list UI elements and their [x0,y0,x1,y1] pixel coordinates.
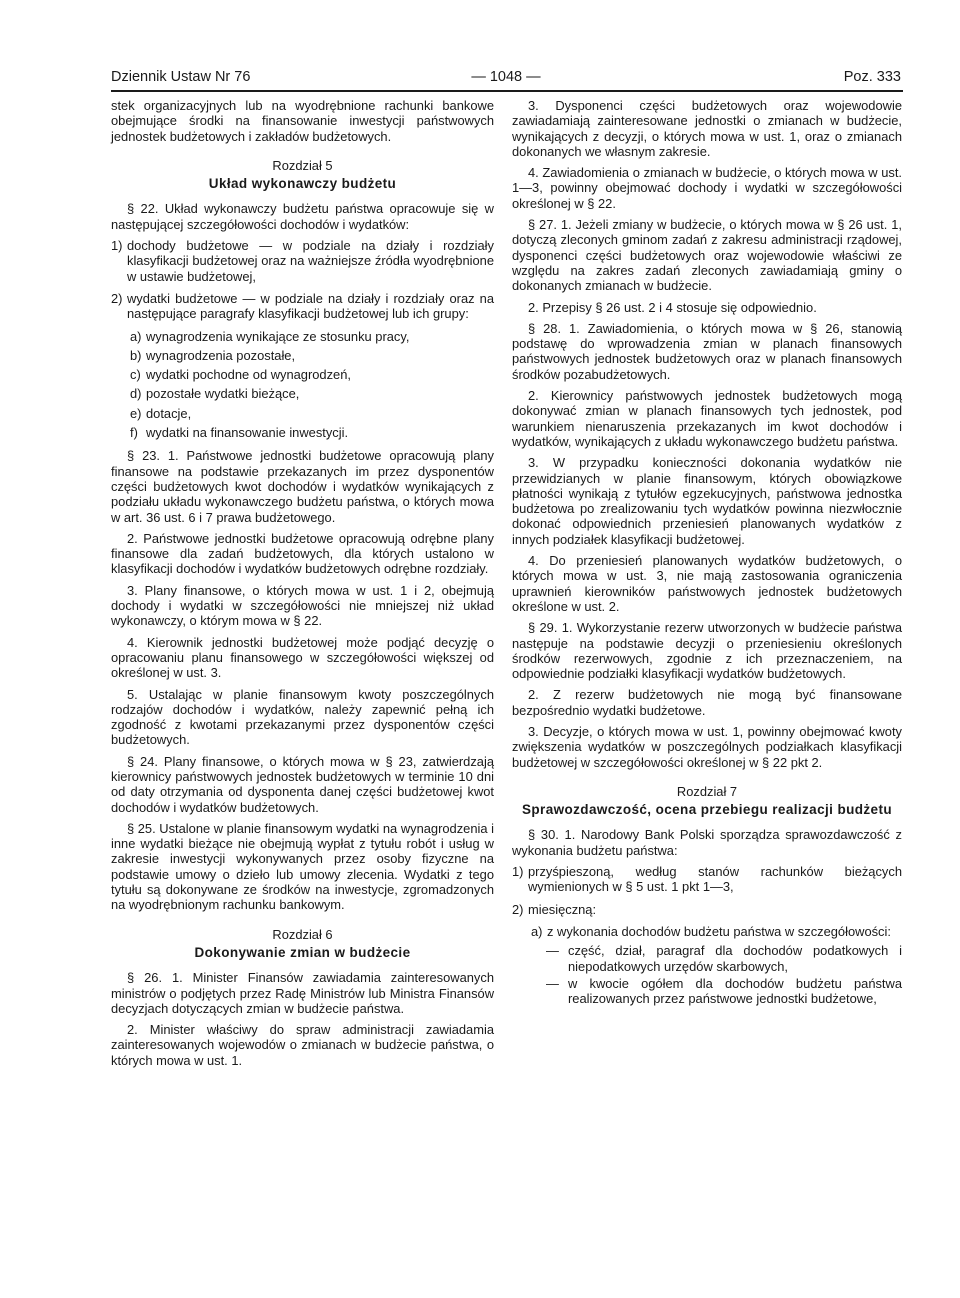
sub-item [111,425,494,440]
list-item [512,864,902,895]
section-23-5: 5. Ustalając w planie finansowym kwoty poszczególnych rodzajów dochodów i wydatków, należy zapewnić pełną ich zgodność z kwotami przekazanymi przez dysponentów części budżetowych. [111,686,494,748]
sub-label: d) [130,386,142,402]
list-item [111,291,494,322]
section-29-3: 3. Decyzje, o których mowa w ust. 1, powinny obejmować kwoty zwiększenia wydatków w poszczególnych podziałkach klasyfikacji budżetowej w szczegółowości określonej w § 22 pkt 2. [512,723,902,770]
chapter-7-title: Sprawozdawczość, ocena przebiegu realizacji budżetu [522,802,892,818]
sub-item [111,348,494,363]
sub-text: wynagrodzenia pozostałe, [146,347,296,363]
section-26-2: 2. Minister właściwy do spraw administracji zawiadamia zainteresowanych wojewodów o zmianach w budżecie państwa, o których mowa w ust. 1. [111,1022,494,1068]
section-26-1: § 26. 1. Minister Finansów zawiadamia zainteresowanych ministrów o podjętych przez Radę Ministrów lub Ministra Finansów decyzjach dotyczących zmian w budżecie państwa. [111,970,494,1016]
chapter-7-number: Rozdział 7 [676,783,738,799]
section-23-2: 2. Państwowe jednostki budżetowe opracowują odrębne plany finansowe dla zadań budżetowych, dla których ustalono w klasyfikacji dochodów i wydatków budżetowych odrębne rozdziały. [111,530,494,577]
list-text: przyśpieszoną, według stanów rachunków bieżących wymienionych w § 5 ust. 1 pkt 1—3, [528,864,902,895]
section-26-4: 4. Zawiadomienia o zmianach w budżecie, o których mowa w ust. 1—3, powinny obejmować dochody i wydatki w szczegółowości określonej w § 22. [512,165,902,211]
chapter-5-title: Układ wykonawczy budżetu [208,176,397,192]
section-29-2: 2. Z rezerw budżetowych nie mogą być finansowane bezpośrednio wydatki budżetowe. [512,687,902,718]
sub-text: dotacje, [146,405,192,421]
list-label: 2) [512,901,524,917]
sub-label: b) [130,347,142,363]
dash-item [512,976,902,1007]
list-label: 1) [512,864,524,880]
section-23-1: § 23. 1. Państwowe jednostki budżetowe opracowują plany finansowe na podstawie przekazanych im przez dysponentów części budżetowych kwot dochodów i wydatków wynikających z podziału układu wykonawczego budżetu państwa, o których mowa w art. 36 ust. 6 i 7 prawa budżetowego. [111,448,494,525]
section-25: § 25. Ustalone w planie finansowym wydatki na wynagrodzenia i inne wydatki bieżące nie obejmują wypłat z tytułu robót i usług w zakresie inwestycji wykonywanych przez osoby fizyczne na podstawie umowy o dzieło lub umowy zlecenia. Wydatki z tego tytułu są dokonywane ze środków na inwestycje, zgromadzonych na wyodrębnionym rachunku bankowym. [111,820,494,913]
chapter-6-title: Dokonywanie zmian w budżecie [194,944,411,960]
sub-label: a) [130,328,142,344]
sub-label: e) [130,405,142,421]
dash-label: — [546,943,559,959]
sub-text: wydatki pochodne od wynagrodzeń, [146,367,351,383]
list-label: 2) [111,290,123,306]
page-number: — 1048 — [471,69,541,85]
sub-item [111,329,494,344]
section-28-3: 3. W przypadku konieczności dokonania wydatków nie przewidzianych w planie finansowym, których obowiązkowe płatności wynikają z tytułów egzekucyjnych, państwowa jednostka budżetowa po zrealizowaniu tych wydatków powinna niezwłocznie dokonać odpowiednich przeniesień planowanych wydatków z innych podziałek klasyfikacji budżetowej. [512,455,902,547]
journal-title: Dziennik Ustaw Nr 76 [111,69,251,85]
dash-label: — [546,975,559,991]
list-text: miesięczną: [528,901,597,917]
sub-label: a) [531,923,543,939]
dash-item [512,943,902,974]
sub-text: wynagrodzenia wynikające ze stosunku pracy, [146,328,410,344]
sub-item [111,406,494,421]
section-27-2: 2. Przepisy § 26 ust. 2 i 4 stosuje się odpowiednio. [528,299,817,315]
dash-text: część, dział, paragraf dla dochodów podatkowych i niepodatkowych urzędów skarbowych, [568,943,902,974]
dash-text: w kwocie ogółem dla dochodów budżetu państwa realizowanych przez państwowe jednostki budżetowe, [568,975,902,1007]
sub-text: wydatki na finansowanie inwestycji. [146,425,349,441]
chapter-6-number: Rozdział 6 [272,926,333,942]
header-rule [111,90,903,92]
sub-item [512,924,902,939]
right-column [512,98,902,1008]
list-item [111,238,494,284]
section-27-1: § 27. 1. Jeżeli zmiany w budżecie, o których mowa w § 26 ust. 1, dotyczą zleconych gminom zadań z zakresu administracji rządowej, dysponenci części budżetowych oraz wojewodowie właściwi ze względu na zakres zadań zleconych zawiadamiają gminy o dokonanych zmianach w budżecie. [512,217,902,294]
section-30: § 30. 1. Narodowy Bank Polski sporządza sprawozdawczość z wykonania budżetu państwa: [512,827,902,858]
section-24: § 24. Plany finansowe, o których mowa w § 23, zatwierdzają kierownicy państwowych jednostek budżetowych w terminie 10 dni od daty otrzymania od dysponenta danej części budżetowej kwot dochodów i wydatków budżetowych. [111,753,494,815]
page-header [111,69,901,89]
sub-text: pozostałe wydatki bieżące, [146,386,300,402]
section-28-4: 4. Do przeniesień planowanych wydatków budżetowych, o których mowa w ust. 3, nie mają zastosowania ograniczenia uprawnień kierowników państwowych jednostek budżetowych określone w ust. 2. [512,553,902,614]
position-number: Poz. 333 [843,69,901,85]
list-text: wydatki budżetowe — w podziale na działy i rozdziały oraz na następujące paragrafy klasyfikacji budżetowej lub ich grupy: [127,290,494,322]
list-item [512,902,902,917]
sub-label: f) [130,425,138,441]
sub-item [111,386,494,401]
section-22: § 22. Układ wykonawczy budżetu państwa opracowuje się w następującej szczegółowości dochodów i wydatków: [111,201,494,232]
section-28-1: § 28. 1. Zawiadomienia, o których mowa w § 26, stanowią podstawę do wprowadzenia zmian w planach finansowych państwowych jednostek budżetowych oraz w planach finansowych środków pozabudżetowych. [512,320,902,382]
sub-label: c) [130,367,141,383]
list-label: 1) [111,238,123,254]
chapter-5-number: Rozdział 5 [272,157,333,173]
left-column [111,98,494,1074]
section-28-2: 2. Kierownicy państwowych jednostek budżetowych mogą dokonywać zmian w planach finansowych tych jednostek, pod warunkiem nienaruszenia przekazanych im kwot dochodów i wydatków, wynikających z układu wykonawczego budżetu państwa. [512,388,902,449]
section-23-4: 4. Kierownik jednostki budżetowej może podjąć decyzję o opracowaniu planu finansowego w szczegółowości większej od określonej w ust. 3. [111,634,494,681]
section-26-3: 3. Dysponenci części budżetowych oraz wojewodowie zawiadamiają zainteresowane jednostki o zmianach w budżecie, wynikających z decyzji, o których mowa w ust. 1, oraz o zmianach dokonanych we własnym zakresie. [512,98,902,159]
list-text: dochody budżetowe — w podziale na działy i rozdziały klasyfikacji budżetowej oraz na ważniejsze źródła wyodrębnione w ustawie budżetowej, [127,238,494,284]
sub-item [111,367,494,382]
section-23-3: 3. Plany finansowe, o których mowa w ust. 1 i 2, obejmują dochody i wydatki w szczegółowości nie mniejszej niż układ wykonawczy, o którym mowa w § 22. [111,582,494,629]
section-29-1: § 29. 1. Wykorzystanie rezerw utworzonych w budżecie państwa następuje na podstawie decyzji o przeniesieniu określonych środków rezerwowych, zgodnie z ich przeznaczeniem, na odpowiednie podziałki klasyfikacji wydatków budżetowych. [512,620,902,682]
sub-text: z wykonania dochodów budżetu państwa w szczegółowości: [547,923,891,939]
paragraph: stek organizacyjnych lub na wyodrębnione rachunki bankowe obejmujące środki na finansowanie inwestycji państwowych jednostek budżetowych i zakładów budżetowych. [111,98,494,144]
